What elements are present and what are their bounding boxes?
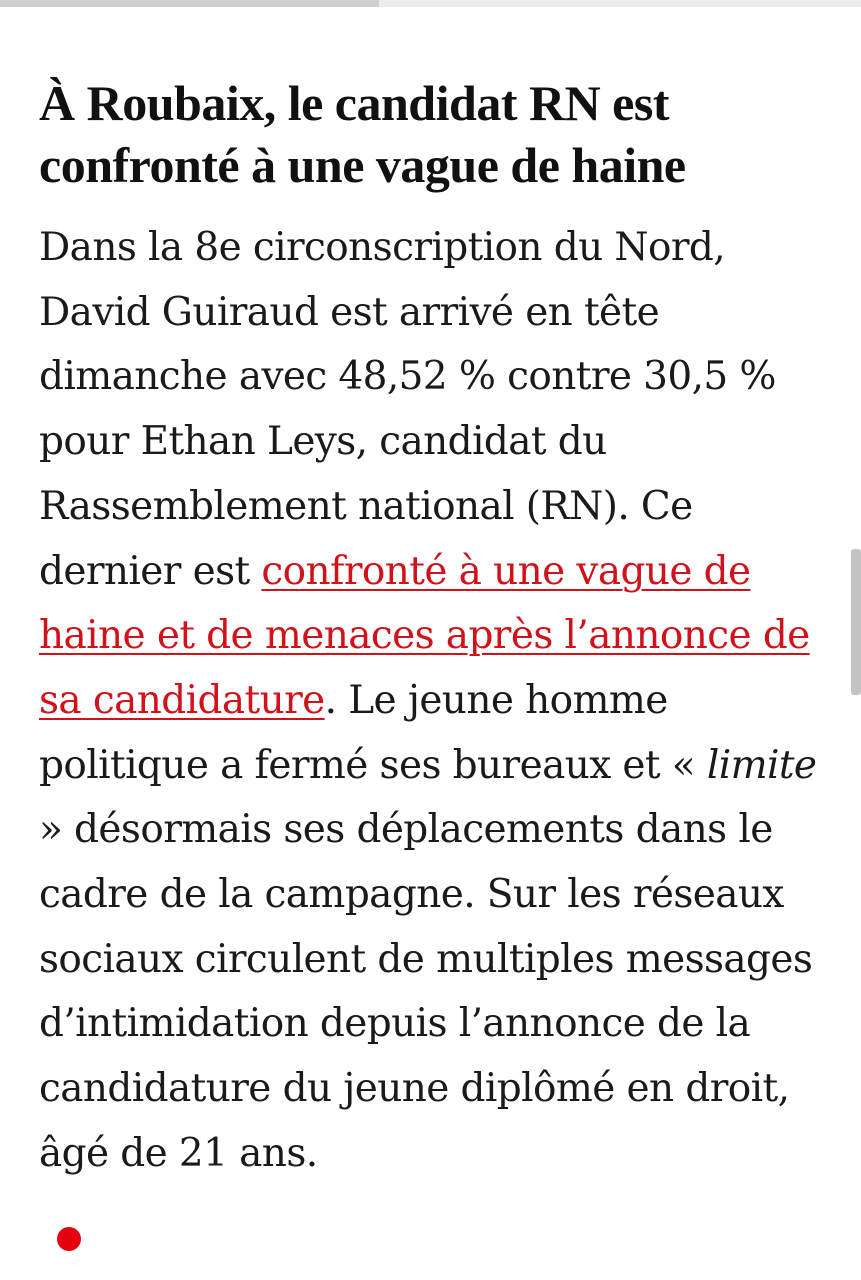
paragraph-text-middle: . Le jeune homme politique a fermé ses bureaux et «	[39, 677, 707, 788]
article	[39, 72, 839, 1187]
reading-progress-fill	[0, 0, 379, 7]
reading-progress-bar	[0, 0, 861, 7]
paragraph-text-end: » désormais ses déplacements dans le cadre de la campagne. Sur les réseaux sociaux circulent de multiples messages d’intimidation depuis l’annonce de la candidature du jeune diplômé en droit, âgé de 21 ans.	[39, 807, 813, 1176]
article-paragraph	[39, 216, 839, 1187]
article-headline: À Roubaix, le candidat RN est confronté à une vague de haine	[39, 75, 686, 193]
scrollbar-thumb[interactable]	[851, 549, 861, 695]
article-inline-link[interactable]: confronté à une vague de haine et de menaces après l’annonce de sa candidature	[39, 548, 810, 723]
paragraph-text-start: Dans la 8e circonscription du Nord, David Guiraud est arrivé en tête dimanche avec 48,52 % contre 30,5 % pour Ethan Leys, candidat du Rassemblement national (RN). Ce dernier est	[39, 225, 776, 594]
paragraph-italic-word: limite	[706, 742, 817, 788]
red-dot-icon	[57, 1227, 81, 1251]
